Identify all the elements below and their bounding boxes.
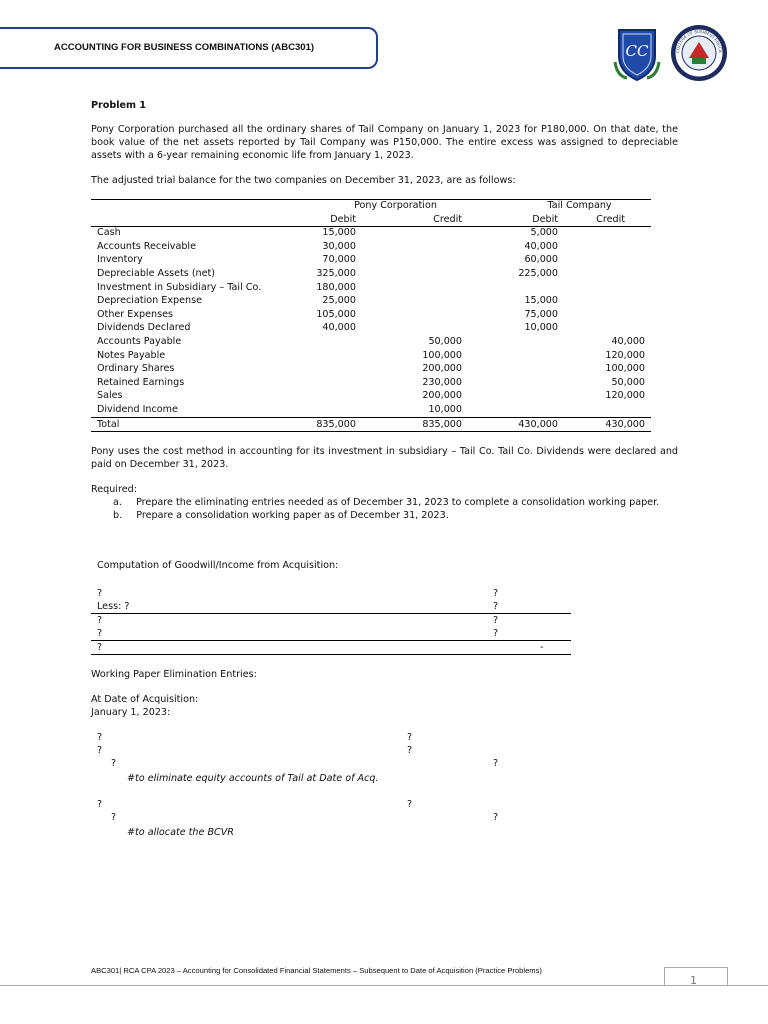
account-label: Dividend Income bbox=[97, 403, 178, 415]
elim-entry1-debit-2: ? bbox=[97, 745, 103, 756]
amount-td bbox=[488, 389, 562, 403]
cost-method-note: Pony uses the cost method in accounting for its investment in subsidiary – Tail Co. Tail Co. Dividends were declared and paid on December 31, 2023. bbox=[91, 446, 678, 471]
amount-pd: 70,000 bbox=[322, 254, 356, 266]
amount-pc: 200,000 bbox=[422, 390, 463, 402]
amount-tc: 120,000 bbox=[605, 349, 646, 361]
amount-tc: 430,000 bbox=[562, 417, 651, 432]
elim-entry1-debit-1: ? bbox=[97, 732, 103, 743]
amount-pd bbox=[273, 403, 394, 417]
problem-intro: Pony Corporation purchased all the ordinary shares of Tail Company on January 1, 2023 for P180,000. On that date, the book value of the net assets reported by Tail Company was P150,000. The entire excess was assigned to depreciable assets with a 6-year remaining economic life from January 1, 2023. bbox=[91, 124, 678, 162]
table-row bbox=[91, 349, 651, 363]
amount-tc bbox=[562, 226, 651, 240]
account-label: Ordinary Shares bbox=[97, 363, 175, 375]
goodwill-line-5: ? bbox=[97, 642, 103, 653]
elim-at-date: At Date of Acquisition: bbox=[91, 694, 199, 705]
elim-entry2-debit: ? bbox=[97, 799, 103, 810]
header-tail-credit: Credit bbox=[596, 213, 626, 225]
amount-pd bbox=[273, 335, 394, 349]
account-label: Accounts Payable bbox=[97, 335, 182, 347]
required-item-a bbox=[113, 496, 659, 509]
elim-entry2-memo: #to allocate the BCVR bbox=[127, 827, 234, 838]
goodwill-amount-2: ? bbox=[493, 601, 499, 612]
amount-td: 60,000 bbox=[524, 254, 559, 266]
amount-td bbox=[488, 376, 562, 390]
required-text-b: Prepare a consolidation working paper as of December 31, 2023. bbox=[136, 510, 449, 521]
table-row bbox=[91, 321, 651, 335]
table-row bbox=[91, 253, 651, 267]
account-label: Sales bbox=[97, 390, 123, 402]
amount-td: 225,000 bbox=[518, 267, 559, 279]
elim-entry2-credit: ? bbox=[111, 812, 117, 823]
page-footer: ABC301| RCA CPA 2023 – Accounting for Consolidated Financial Statements – Subsequent to Date of Acquisition (Practice Problems) bbox=[91, 966, 542, 975]
amount-td: 10,000 bbox=[524, 322, 559, 334]
amount-pd: 40,000 bbox=[322, 322, 356, 334]
amount-pc: 10,000 bbox=[428, 403, 463, 415]
amount-tc: 50,000 bbox=[611, 376, 646, 388]
elim-entry1-credit-amt: ? bbox=[493, 758, 499, 769]
problem-title: Problem 1 bbox=[91, 100, 147, 111]
amount-pc bbox=[394, 253, 488, 267]
amount-td: 430,000 bbox=[488, 417, 562, 432]
goodwill-amount-4: ? bbox=[493, 628, 499, 639]
amount-tc bbox=[562, 294, 651, 308]
header-pony: Pony Corporation bbox=[354, 200, 437, 211]
table-row bbox=[91, 294, 651, 308]
account-label: Notes Payable bbox=[97, 349, 166, 361]
page-number: 1 bbox=[690, 974, 697, 987]
amount-tc bbox=[562, 267, 651, 281]
amount-tc: 100,000 bbox=[605, 363, 646, 375]
amount-td bbox=[488, 362, 562, 376]
required-title: Required: bbox=[91, 484, 137, 495]
amount-td bbox=[488, 281, 562, 295]
amount-pc: 100,000 bbox=[422, 349, 463, 361]
amount-tc bbox=[562, 281, 651, 295]
elim-entry1-credit: ? bbox=[111, 758, 117, 769]
footer-rule bbox=[0, 985, 768, 986]
amount-td bbox=[488, 349, 562, 363]
elim-title: Working Paper Elimination Entries: bbox=[91, 669, 257, 680]
amount-pc bbox=[394, 267, 488, 281]
table-row bbox=[91, 335, 651, 349]
goodwill-line-3: ? bbox=[97, 615, 103, 626]
amount-pd: 325,000 bbox=[316, 267, 356, 279]
amount-pd bbox=[273, 349, 394, 363]
account-label: Cash bbox=[97, 227, 121, 239]
amount-pd bbox=[273, 376, 394, 390]
goodwill-line-1: ? bbox=[97, 588, 103, 599]
required-item-b bbox=[113, 509, 449, 522]
amount-tc bbox=[562, 321, 651, 335]
table-row bbox=[91, 362, 651, 376]
account-label: Inventory bbox=[97, 254, 143, 266]
goodwill-rule-1 bbox=[91, 613, 571, 614]
required-marker-b: b. bbox=[113, 510, 123, 521]
table-row bbox=[91, 267, 651, 281]
amount-td: 15,000 bbox=[524, 295, 559, 307]
table-row bbox=[91, 308, 651, 322]
goodwill-amount-1: ? bbox=[493, 588, 499, 599]
amount-pd bbox=[273, 362, 394, 376]
amount-pc bbox=[394, 281, 488, 295]
amount-pd bbox=[273, 389, 394, 403]
required-marker-a: a. bbox=[113, 497, 122, 508]
table-row bbox=[91, 226, 651, 240]
elim-date: January 1, 2023: bbox=[91, 707, 171, 718]
elim-entry2-credit-amt: ? bbox=[493, 812, 499, 823]
goodwill-less-line: Less: ? bbox=[97, 601, 130, 612]
goodwill-title: Computation of Goodwill/Income from Acquisition: bbox=[97, 560, 339, 571]
amount-pd: 180,000 bbox=[316, 281, 356, 293]
amount-pc bbox=[394, 294, 488, 308]
header-tail-debit: Debit bbox=[532, 213, 559, 225]
trial-balance-intro: The adjusted trial balance for the two companies on December 31, 2023, are as follows: bbox=[91, 175, 516, 186]
amount-tc bbox=[562, 240, 651, 254]
amount-pd: 25,000 bbox=[322, 295, 356, 307]
required-text-a: Prepare the eliminating entries needed as of December 31, 2023 to complete a consolidation working paper. bbox=[136, 497, 660, 508]
amount-pc: 230,000 bbox=[422, 376, 463, 388]
amount-pc bbox=[394, 240, 488, 254]
amount-td: 5,000 bbox=[530, 227, 559, 239]
amount-pd: 105,000 bbox=[316, 308, 356, 320]
elim-entry1-memo: #to eliminate equity accounts of Tail at Date of Acq. bbox=[127, 773, 379, 784]
amount-pc bbox=[394, 226, 488, 240]
table-row bbox=[91, 240, 651, 254]
amount-tc bbox=[562, 253, 651, 267]
goodwill-amount-3: ? bbox=[493, 615, 499, 626]
amount-pc: 50,000 bbox=[428, 335, 463, 347]
goodwill-rule-3 bbox=[91, 654, 571, 655]
goodwill-line-4: ? bbox=[97, 628, 103, 639]
table-row bbox=[91, 376, 651, 390]
table-total-row bbox=[91, 417, 651, 432]
account-label: Investment in Subsidiary – Tail Co. bbox=[97, 281, 262, 293]
college-shield-logo bbox=[613, 26, 661, 82]
elim-entry1-debit-amt-1: ? bbox=[407, 732, 413, 743]
amount-td: 75,000 bbox=[524, 308, 559, 320]
goodwill-dash: - bbox=[540, 642, 544, 653]
account-label: Depreciable Assets (net) bbox=[97, 267, 216, 279]
amount-td bbox=[488, 335, 562, 349]
amount-pd: 15,000 bbox=[322, 227, 356, 239]
table-row bbox=[91, 403, 651, 417]
amount-td bbox=[488, 403, 562, 417]
account-label: Retained Earnings bbox=[97, 376, 185, 388]
account-label: Depreciation Expense bbox=[97, 295, 202, 307]
svg-text:COLLEGE OF BUSINESS EDUCATION: COLLEGE OF BUSINESS EDUCA bbox=[674, 28, 724, 54]
goodwill-rule-2 bbox=[91, 640, 571, 641]
amount-tc bbox=[562, 403, 651, 417]
amount-pd: 30,000 bbox=[322, 240, 356, 252]
amount-tc bbox=[562, 308, 651, 322]
amount-pd: 835,000 bbox=[273, 417, 394, 432]
header-pony-credit: Credit bbox=[433, 213, 463, 225]
amount-pc: 200,000 bbox=[422, 363, 463, 375]
account-label: Dividends Declared bbox=[97, 322, 191, 334]
amount-pc bbox=[394, 321, 488, 335]
amount-pc bbox=[394, 308, 488, 322]
elim-entry2-debit-amt: ? bbox=[407, 799, 413, 810]
table-row bbox=[91, 389, 651, 403]
table-row bbox=[91, 281, 651, 295]
amount-pc: 835,000 bbox=[394, 417, 488, 432]
account-label: Accounts Receivable bbox=[97, 240, 196, 252]
amount-td: 40,000 bbox=[524, 240, 559, 252]
account-label: Other Expenses bbox=[97, 308, 174, 320]
amount-tc: 40,000 bbox=[611, 335, 646, 347]
amount-tc: 120,000 bbox=[605, 390, 646, 402]
college-of-business-seal bbox=[670, 24, 728, 82]
svg-text:CC: CC bbox=[625, 42, 649, 60]
course-title: ACCOUNTING FOR BUSINESS COMBINATIONS (ABC301) bbox=[54, 42, 315, 53]
header-tail: Tail Company bbox=[547, 200, 612, 211]
header-pony-debit: Debit bbox=[330, 213, 356, 225]
elim-entry1-debit-amt-2: ? bbox=[407, 745, 413, 756]
trial-balance-table bbox=[91, 199, 651, 432]
account-label: Total bbox=[91, 417, 273, 432]
